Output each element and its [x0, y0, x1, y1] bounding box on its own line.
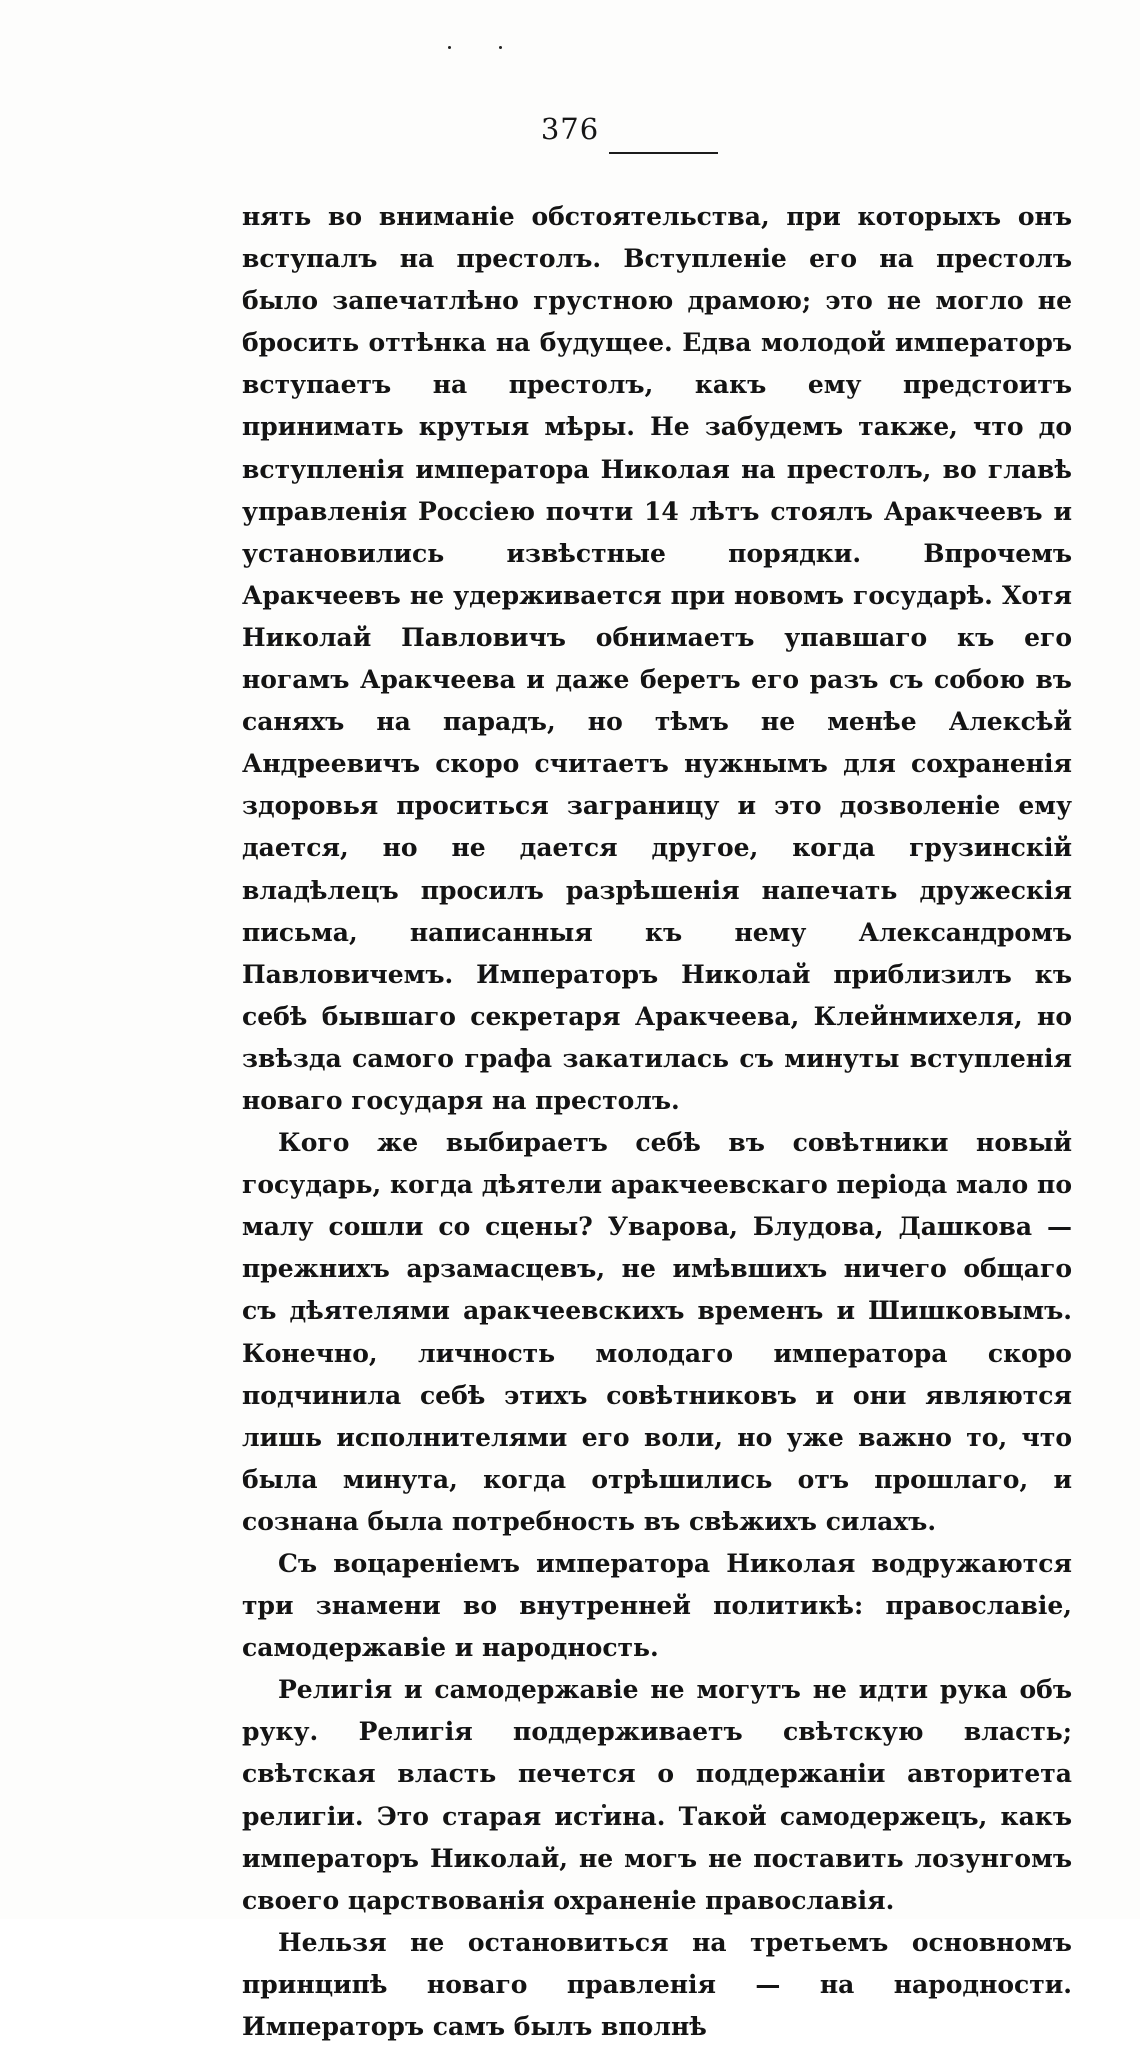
ink-speck	[448, 46, 451, 49]
page-number-underline	[609, 152, 718, 154]
paragraph-1: нять во вниманіе обстоятельства, при которыхъ онъ вступалъ на престолъ. Вступленіе его на престолъ было запечатлѣно грустною драмою; это не могло не бросить оттѣнка на будущее. Едва молодой императоръ вступаетъ на престолъ, какъ ему предстоитъ принимать крутыя мѣры. Не забудемъ также, что до вступленія императора Николая на престолъ, во главѣ управленія Россіею почти 14 лѣтъ стоялъ Аракчеевъ и установились извѣстные порядки. Впрочемъ Аракчеевъ не удерживается при новомъ государѣ. Хотя Николай Павловичъ обнимаетъ упавшаго къ его ногамъ Аракчеева и даже беретъ его разъ съ собою въ саняхъ на парадъ, но тѣмъ не менѣе Алексѣй Андреевичъ скоро считаетъ нужнымъ для сохраненія здоровья проситься заграницу и это дозволеніе ему дается, но не дается другое, когда грузинскій владѣлецъ просилъ разрѣшенія напечать дружескія письма, написанныя къ нему Александромъ Павловичемъ. Императоръ Николай приблизилъ къ себѣ бывшаго секретаря Аракчеева, Клейнмихеля, но звѣзда самого графа закатилась съ минуты вступленія новаго государя на престолъ.	[242, 202, 1072, 1115]
paragraph-5: Нельзя не остановиться на третьемъ основномъ принципѣ новаго правленія — на народности. Императоръ самъ былъ вполнѣ	[242, 1927, 1072, 2042]
paragraph-3: Съ воцареніемъ императора Николая водружаются три знамени во внутренней политикѣ: православіе, самодержавіе и народность.	[242, 1549, 1072, 1663]
body-text	[242, 196, 1072, 2048]
ink-speck	[499, 46, 502, 49]
paragraph-4: Религія и самодержавіе не могутъ не идти рука объ руку. Религія поддерживаетъ свѣтскую власть; свѣтская власть печется о поддержаніи авторитета религіи. Это старая истина. Такой самодержецъ, какъ императоръ Николай, не могъ не поставить лозунгомъ своего царствованія охраненіе православія.	[242, 1675, 1072, 1915]
page-number: 376	[540, 112, 600, 146]
paragraph-2: Кого же выбираетъ себѣ въ совѣтники новый государь, когда дѣятели аракчеевскаго періода мало по малу сошли со сцены? Уварова, Блудова, Дашкова — прежнихъ арзамасцевъ, не имѣвшихъ ничего общаго съ дѣятелями аракчеевскихъ временъ и Шишковымъ. Конечно, личность молодаго императора скоро подчинила себѣ этихъ совѣтниковъ и они являются лишь исполнителями его воли, но уже важно то, что была минута, когда отрѣшились отъ прошлаго, и сознана была потребность въ свѣжихъ силахъ.	[242, 1128, 1072, 1536]
